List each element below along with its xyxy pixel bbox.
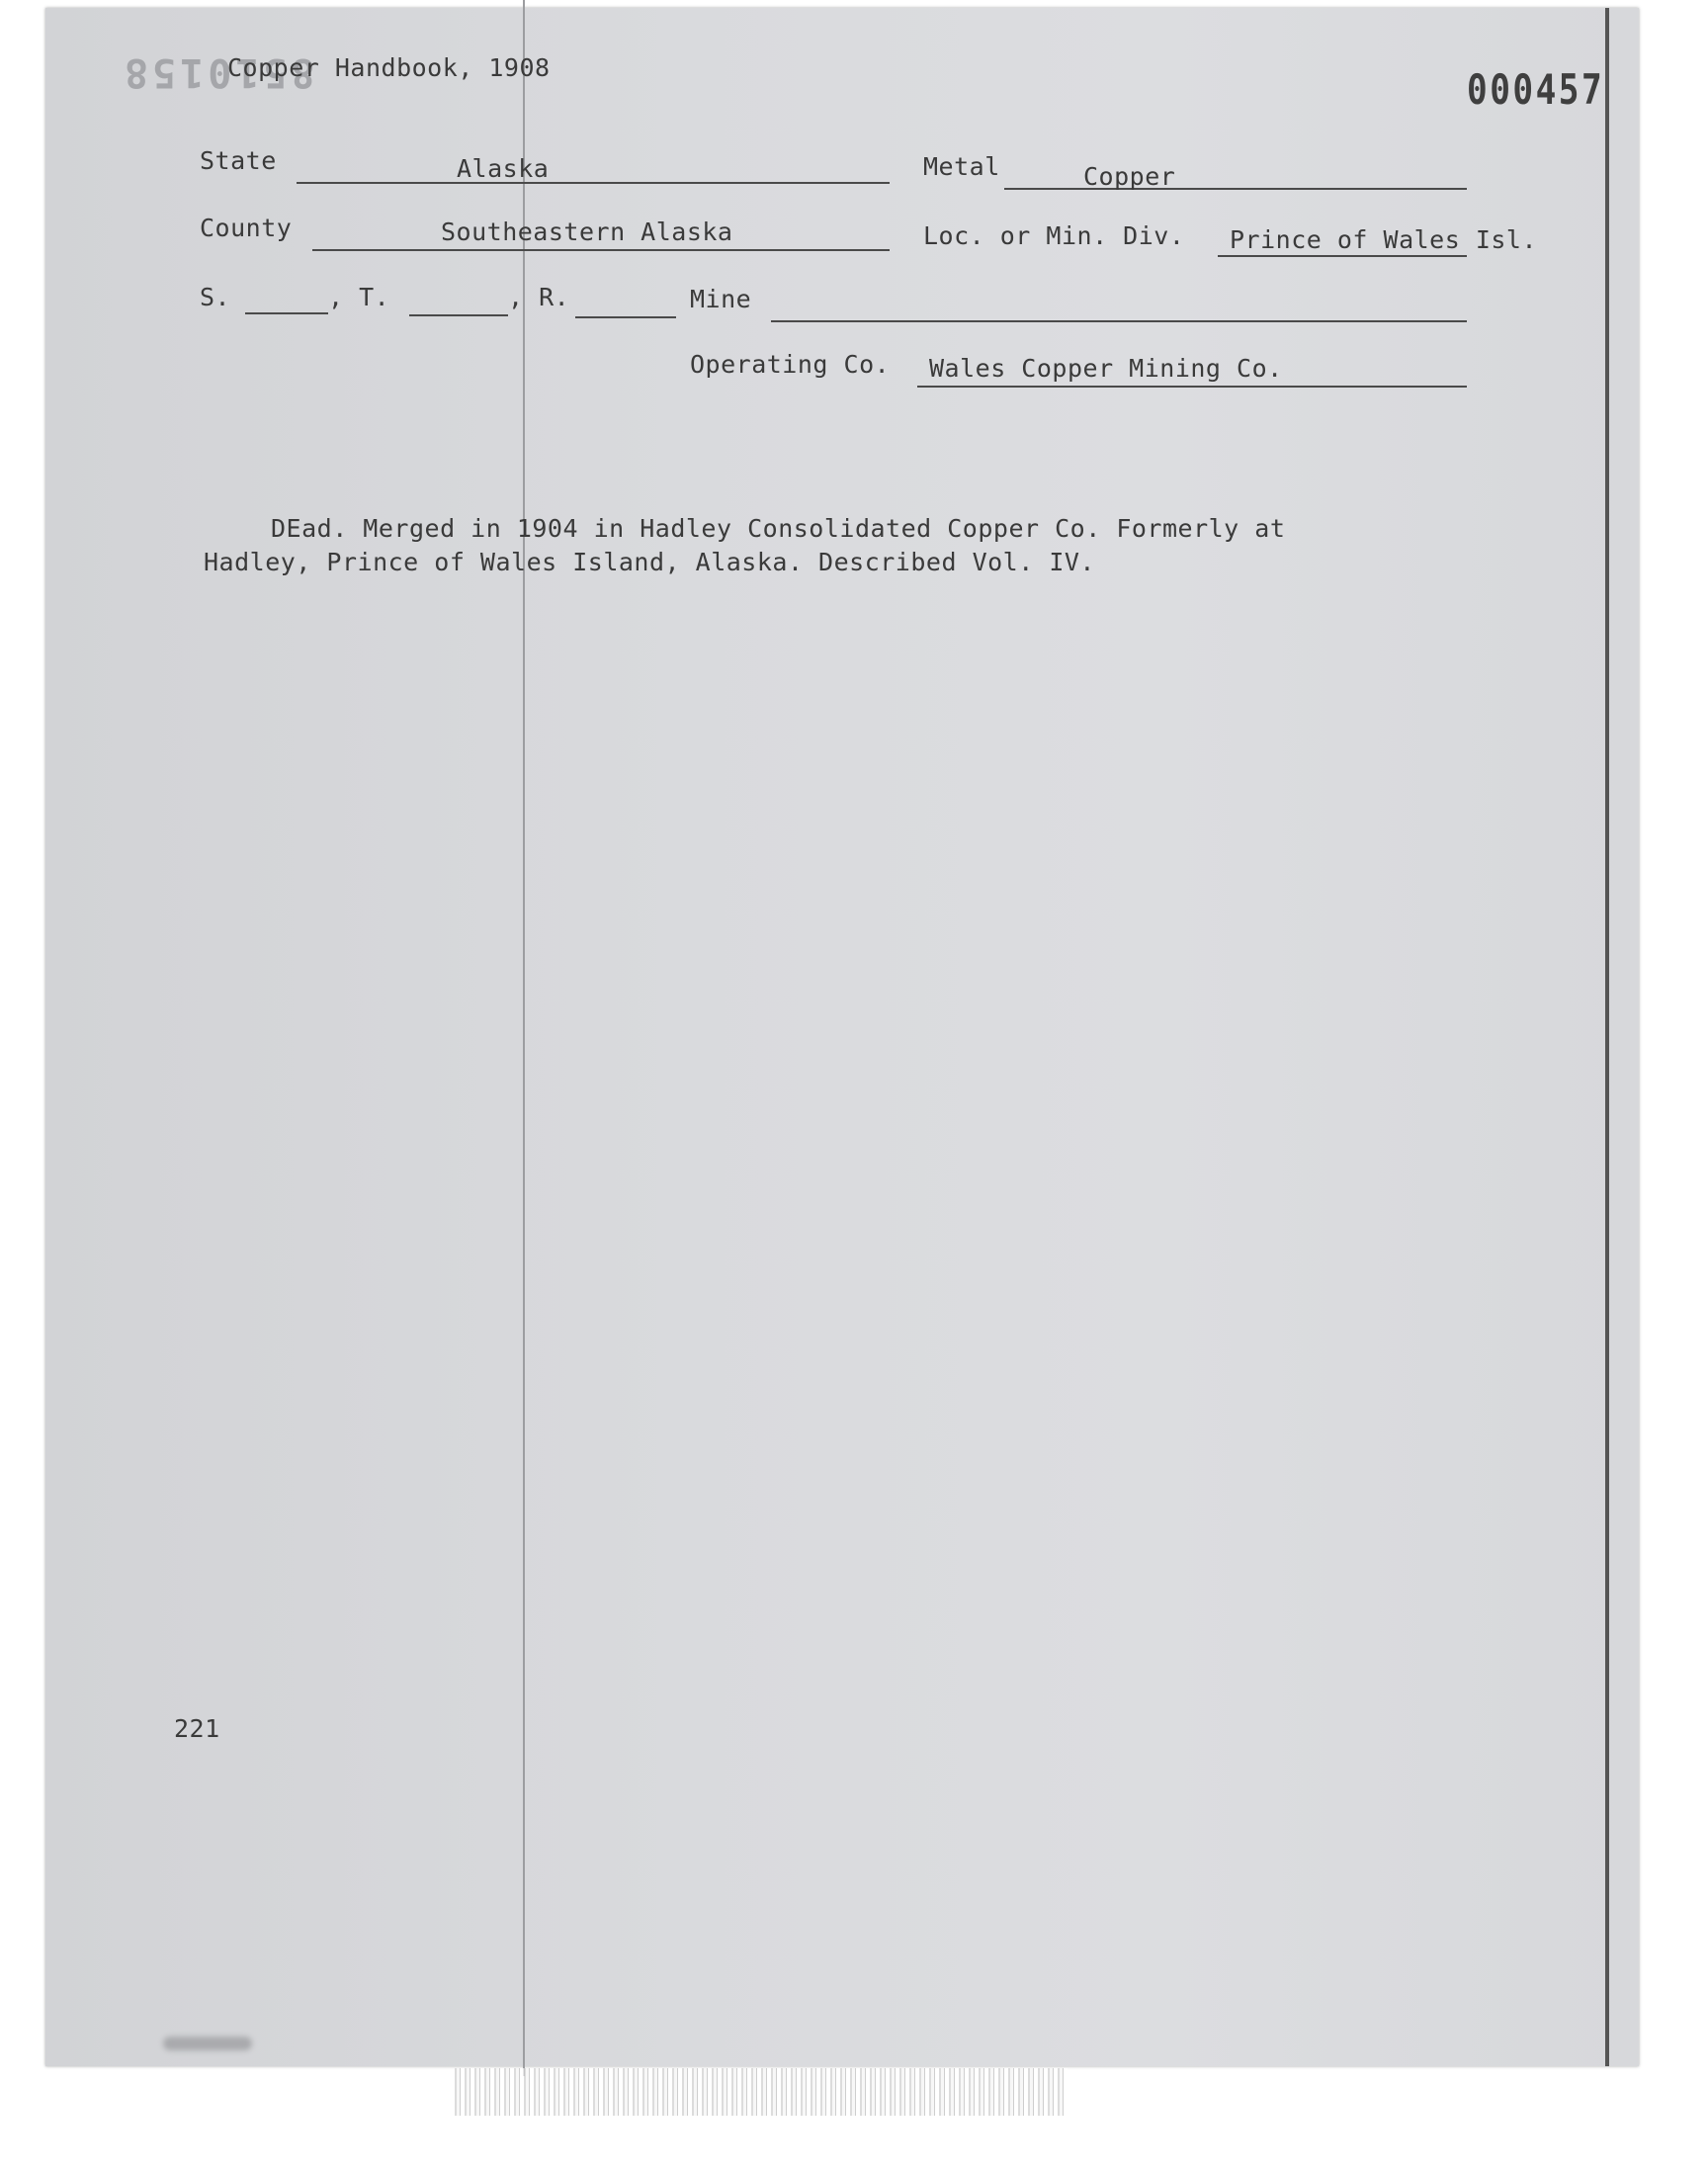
range-label: , R.: [508, 283, 570, 311]
loc-label: Loc. or Min. Div.: [923, 221, 1185, 250]
operating-co-label: Operating Co.: [690, 350, 891, 379]
notes-line-1: DEad. Merged in 1904 in Hadley Consolidated Copper Co. Formerly at: [271, 514, 1286, 543]
range-underline: [575, 316, 676, 318]
faded-stamp-number: 8510158: [121, 49, 315, 95]
state-value: Alaska: [457, 154, 550, 183]
operating-co-value: Wales Copper Mining Co.: [929, 354, 1283, 383]
loc-value: Prince of Wales Isl.: [1230, 225, 1538, 254]
notes-line-2: Hadley, Prince of Wales Island, Alaska. Described Vol. IV.: [204, 548, 1095, 576]
record-number-stamp: 000457: [1467, 65, 1605, 114]
page-number: 221: [174, 1714, 220, 1743]
source-title: Copper Handbook, 1908: [227, 53, 551, 82]
fold-line: [523, 0, 525, 2076]
loc-underline: [1218, 255, 1467, 257]
mine-label: Mine: [690, 285, 752, 313]
state-label: State: [200, 146, 277, 175]
county-value: Southeastern Alaska: [441, 218, 733, 246]
smudge-mark: [163, 2037, 252, 2050]
township-underline: [409, 314, 508, 316]
scan-streaks: [455, 2068, 1068, 2116]
state-underline: [297, 182, 890, 184]
card-edge-shadow: [1605, 8, 1609, 2066]
mine-underline: [771, 320, 1467, 322]
county-underline: [312, 249, 890, 251]
metal-underline: [1004, 188, 1467, 190]
operating-co-underline: [917, 386, 1467, 388]
county-label: County: [200, 214, 293, 242]
section-underline: [245, 312, 328, 314]
metal-value: Copper: [1083, 162, 1176, 191]
township-label: , T.: [328, 283, 390, 311]
section-label: S.: [200, 283, 231, 311]
document-card: [45, 8, 1639, 2066]
metal-label: Metal: [923, 152, 1000, 181]
